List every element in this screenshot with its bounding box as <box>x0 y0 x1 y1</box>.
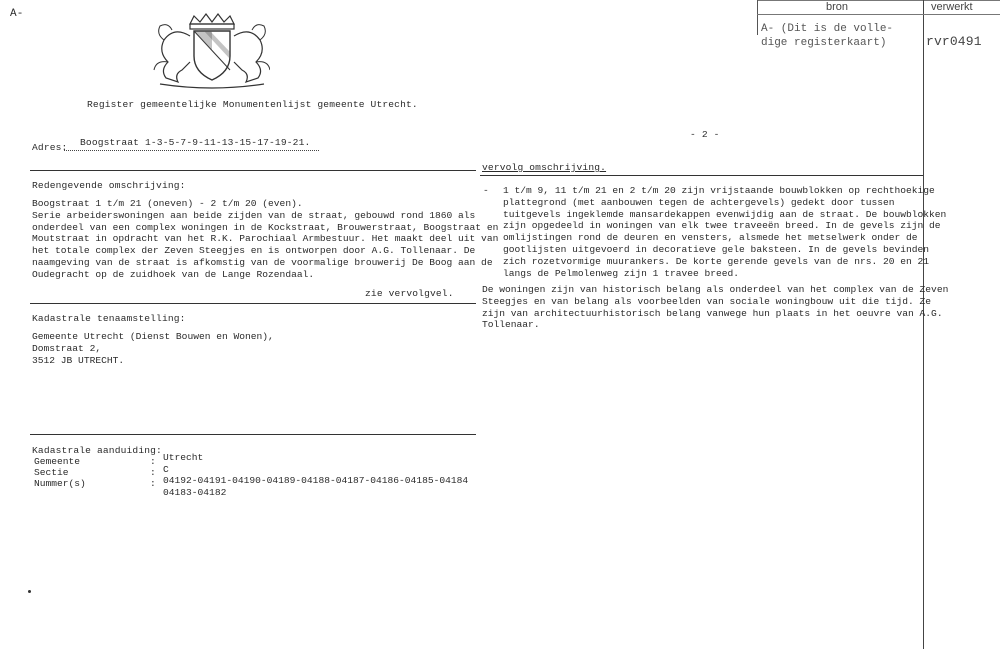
owner-line: 3512 JB UTRECHT. <box>32 354 125 366</box>
value-line: Tollenaar. <box>482 319 540 331</box>
description-text <box>32 198 498 281</box>
bron-note <box>761 22 893 50</box>
address-value: Boogstraat 1-3-5-7-9-11-13-15-17-19-21. <box>80 137 311 148</box>
continuation-line: tuitgevels ingeklemde mansardekappen evenwijdig aan de straat. De bouwblokken <box>503 208 947 220</box>
continuation-label: vervolg omschrijving. <box>482 162 607 173</box>
verwerkt-value: rvr0491 <box>926 34 982 49</box>
cadastral-value: C <box>163 464 169 475</box>
continuation-line: gootlijsten uitgevoerd in decoratieve gele baksteen. In de gevels bevinden <box>503 243 930 255</box>
description-rule <box>30 303 476 304</box>
cadastral-key: Nummer(s) <box>34 478 86 489</box>
stray-dot <box>28 590 31 593</box>
address-dotted-line <box>64 150 319 151</box>
description-line: Serie arbeiderswoningen aan beide zijden van de straat, gebouwd rond 1860 als <box>32 209 476 221</box>
register-title: Register gemeentelijke Monumentenlijst gemeente Utrecht. <box>87 99 418 110</box>
description-line: onderdeel van een complex woningen in de Kockstraat, Brouwerstraat, Boogstraat en <box>32 221 499 233</box>
header-left-border <box>757 0 758 35</box>
header-label-divider <box>757 14 1000 15</box>
page-number: - 2 - <box>690 129 720 140</box>
description-line: naamgeving van de straat is afkomstig van de voormalige brouwerij De Boog aan de <box>32 256 493 268</box>
continuation-line: plattegrond (met aanbouwen tegen de achtergevels) gedekt door tussen <box>503 196 895 208</box>
bron-label: bron <box>826 1 849 13</box>
description-label: Redengevende omschrijving: <box>32 180 186 191</box>
cadastral-numbers-extra: 04183-04182 <box>163 487 227 498</box>
continuation-line: 1 t/m 9, 11 t/m 21 en 2 t/m 20 zijn vrijstaande bouwblokken op rechthoekige <box>503 185 935 196</box>
owner-rule <box>30 434 476 435</box>
owner-line: Domstraat 2, <box>32 342 102 354</box>
continuation-line: zich rozetvormige muurankers. De korte gerende gevels van de nrs. 20 en 21 <box>503 255 930 267</box>
cadastral-value: Utrecht <box>163 452 204 463</box>
coat-of-arms-emblem <box>150 12 270 90</box>
cadastral-key: Sectie <box>34 467 69 478</box>
value-line: zijn van architectuurhistorisch belang vanwege hun plaats in het oeuvre van A.G. <box>482 307 943 319</box>
description-line: Boogstraat 1 t/m 21 (oneven) - 2 t/m 20 (even). <box>32 198 303 209</box>
owner-text <box>32 331 274 366</box>
description-line: Oudegracht op de zuidhoek van de Lange Rozendaal. <box>32 268 315 280</box>
cadastral-value: 04192-04191-04190-04189-04188-04187-04186-04185-04184 <box>163 475 469 486</box>
continuation-line: zijn opgedeeld in woningen van elk twee traveeën breed. In de gevels zijn de <box>503 220 941 232</box>
cadastral-sep: : <box>150 467 156 478</box>
verwerkt-label: verwerkt <box>931 1 973 13</box>
description-line: Moutstraat in opdracht van het R.K. Parochiaal Armbestuur. Het maakt deel uit van <box>32 233 499 245</box>
cadastral-label: Kadastrale aanduiding: <box>32 445 162 456</box>
description-continued: zie vervolgvel. <box>365 288 454 299</box>
owner-label: Kadastrale tenaamstelling: <box>32 313 186 324</box>
continuation-line: omlijstingen rond de deuren en vensters, alsmede het metselwerk onder de <box>503 232 918 244</box>
cadastral-sep: : <box>150 478 156 489</box>
continuation-text <box>503 185 946 279</box>
continuation-line: langs de Pelmolenweg zijn 1 travee breed. <box>503 267 740 279</box>
value-line: Steegjes en van belang als voorbeelden van sociale woningbouw uit die tijd. Ze <box>482 295 932 307</box>
continuation-bullet: - <box>483 185 489 196</box>
value-line: De woningen zijn van historisch belang als onderdeel van het complex van de Zeven <box>482 284 949 295</box>
bron-note-line: dige registerkaart) <box>761 37 887 49</box>
corner-mark: A- <box>10 8 24 20</box>
address-label: Adres: <box>32 142 68 153</box>
address-rule <box>30 170 476 171</box>
owner-line: Gemeente Utrecht (Dienst Bouwen en Wonen), <box>32 331 274 342</box>
continuation-rule <box>480 175 923 176</box>
description-line: het totale complex der Zeven Steegjes en is ontworpen door A.G. Tollenaar. De <box>32 245 476 257</box>
cadastral-key: Gemeente <box>34 456 81 467</box>
bron-note-line: A- (Dit is de volle- <box>761 23 894 35</box>
cadastral-sep: : <box>150 456 156 467</box>
value-text <box>482 284 948 331</box>
